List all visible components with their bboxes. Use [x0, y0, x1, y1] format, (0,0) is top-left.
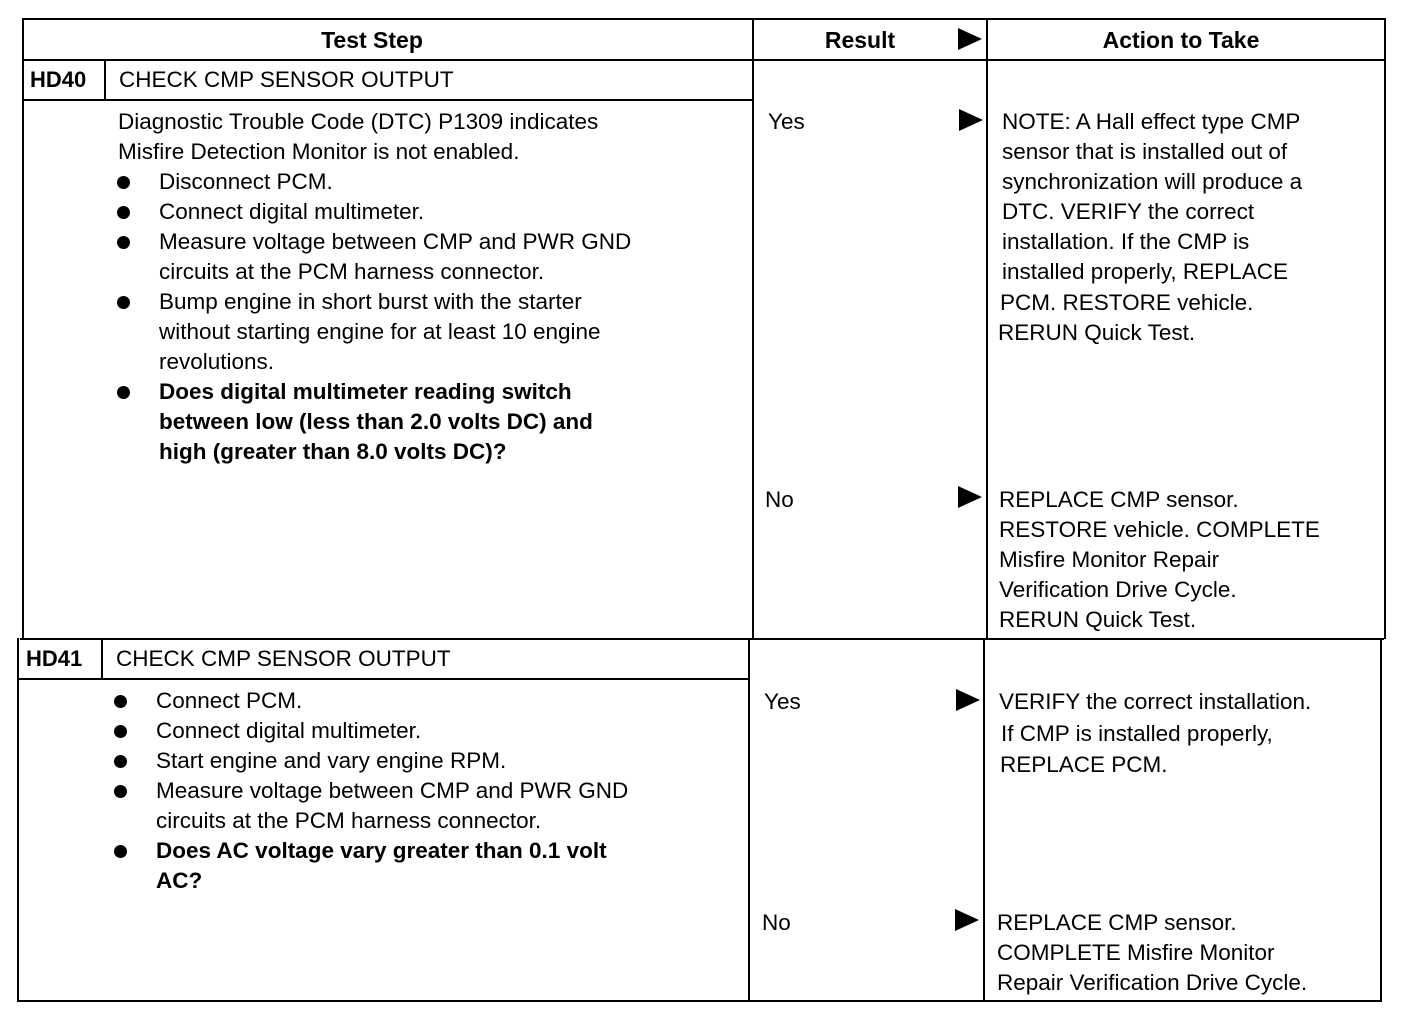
action-line: RESTORE vehicle. COMPLETE [999, 517, 1320, 542]
step-instruction: Bump engine in short burst with the starter [159, 289, 582, 314]
table-bottom-border [17, 1000, 1381, 1002]
action-column-divider-lower [983, 638, 985, 1002]
action-line: Repair Verification Drive Cycle. [997, 970, 1308, 995]
action-line: DTC. VERIFY the correct [1002, 199, 1255, 224]
result-yes-label: Yes [768, 109, 805, 134]
bullet-icon [114, 755, 127, 768]
action-line: REPLACE CMP sensor. [999, 487, 1239, 512]
step-hd41-title-rule [17, 678, 749, 680]
step-instruction: Measure voltage between CMP and PWR GND [156, 778, 629, 803]
action-line: NOTE: A Hall effect type CMP [1002, 109, 1301, 134]
action-line: REPLACE PCM. [1000, 752, 1168, 777]
step-title: CHECK CMP SENSOR OUTPUT [116, 646, 451, 671]
bullet-icon [117, 296, 130, 309]
step-instruction: Disconnect PCM. [159, 169, 333, 194]
action-line: PCM. RESTORE vehicle. [1000, 290, 1254, 315]
step-title: CHECK CMP SENSOR OUTPUT [119, 67, 454, 92]
step-instruction: without starting engine for at least 10 engine [159, 319, 601, 344]
result-yes-label: Yes [764, 689, 801, 714]
result-column-divider [752, 18, 754, 639]
bullet-icon [114, 725, 127, 738]
row-divider [20, 638, 1384, 640]
step-hd40-title-rule [22, 99, 753, 101]
table-right-border-lower [1380, 638, 1382, 1002]
step-intro-line: Diagnostic Trouble Code (DTC) P1309 indicates [118, 109, 599, 134]
step-code: HD41 [26, 646, 83, 671]
table-top-border [22, 18, 1386, 20]
step-hd40-code-box [104, 59, 106, 100]
result-column-divider-lower [748, 638, 750, 1002]
step-instruction: Connect PCM. [156, 688, 303, 713]
action-line: installation. If the CMP is [1002, 229, 1250, 254]
bullet-icon [114, 785, 127, 798]
step-instruction: Connect digital multimeter. [156, 718, 422, 743]
table-left-border-lower [17, 638, 19, 1002]
action-line: Verification Drive Cycle. [999, 577, 1237, 602]
step-intro-line: Misfire Detection Monitor is not enabled. [118, 139, 520, 164]
result-arrow-icon [959, 109, 983, 131]
result-arrow-icon [955, 909, 979, 931]
step-instruction: Start engine and vary engine RPM. [156, 748, 507, 773]
step-instruction: Measure voltage between CMP and PWR GND [159, 229, 632, 254]
action-line: installed properly, REPLACE [1002, 259, 1288, 284]
table-right-border [1384, 18, 1386, 639]
bullet-icon [114, 845, 127, 858]
result-arrow-icon [956, 689, 980, 711]
step-instruction: circuits at the PCM harness connector. [156, 808, 542, 833]
action-line: sensor that is installed out of [1002, 139, 1288, 164]
step-question: AC? [156, 868, 203, 893]
bullet-icon [117, 206, 130, 219]
action-line: REPLACE CMP sensor. [997, 910, 1237, 935]
result-no-label: No [765, 487, 794, 512]
result-arrow-icon [958, 486, 982, 508]
step-hd41-code-box [101, 638, 103, 679]
action-column-divider [986, 18, 988, 639]
header-result: Result [824, 27, 896, 53]
action-line: RERUN Quick Test. [999, 607, 1197, 632]
bullet-icon [117, 236, 130, 249]
action-line: If CMP is installed properly, [1001, 721, 1273, 746]
step-question: between low (less than 2.0 volts DC) and [159, 409, 593, 434]
action-line: synchronization will produce a [1002, 169, 1303, 194]
bullet-icon [117, 386, 130, 399]
step-question: Does digital multimeter reading switch [159, 379, 572, 404]
step-question: high (greater than 8.0 volts DC)? [159, 439, 507, 464]
header-bottom-border [22, 59, 1386, 61]
header-test-step: Test Step [321, 27, 423, 53]
header-arrow-icon [958, 28, 982, 50]
step-code: HD40 [30, 67, 87, 92]
header-action: Action to Take [1102, 27, 1260, 53]
step-instruction: Connect digital multimeter. [159, 199, 425, 224]
bullet-icon [114, 695, 127, 708]
step-instruction: revolutions. [159, 349, 275, 374]
step-question: Does AC voltage vary greater than 0.1 volt [156, 838, 607, 863]
step-instruction: circuits at the PCM harness connector. [159, 259, 545, 284]
action-line: RERUN Quick Test. [998, 320, 1196, 345]
action-line: COMPLETE Misfire Monitor [997, 940, 1275, 965]
bullet-icon [117, 176, 130, 189]
result-no-label: No [762, 910, 791, 935]
action-line: Misfire Monitor Repair [999, 547, 1220, 572]
action-line: VERIFY the correct installation. [999, 689, 1312, 714]
table-left-border [22, 18, 24, 639]
